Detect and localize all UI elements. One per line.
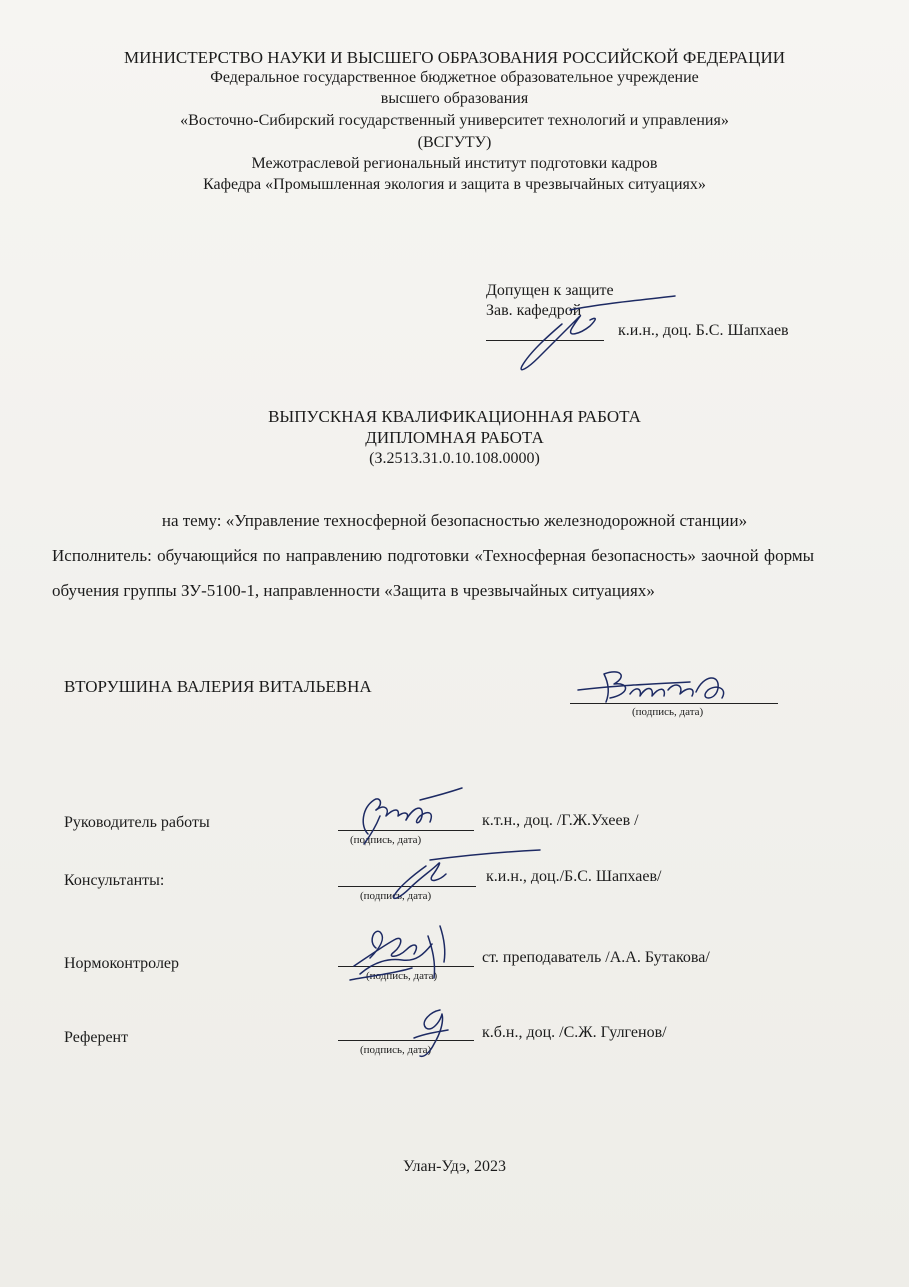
referent-signature	[400, 1000, 470, 1062]
department-name: Кафедра «Промышленная экология и защита в чрезвычайных ситуациях»	[203, 176, 706, 193]
supervisor-signature	[340, 786, 470, 850]
university-name: «Восточно-Сибирский государственный университет технологий и управления»	[180, 112, 729, 129]
normcontroller-signature-caption: (подпись, дата)	[366, 970, 438, 982]
document-code: (З.2513.31.0.10.108.0000)	[369, 450, 540, 467]
title-line-2: ДИПЛОМНАЯ РАБОТА	[365, 428, 544, 447]
consultant-signature	[380, 846, 550, 906]
topic-line: на тему: «Управление техносферной безопасностью железнодорожной станции»	[161, 511, 748, 530]
referent-signature-caption: (подпись, дата)	[360, 1044, 432, 1056]
executor-signature	[570, 664, 770, 714]
ministry-heading: МИНИСТЕРСТВО НАУКИ И ВЫСШЕГО ОБРАЗОВАНИЯ РОССИЙСКОЙ ФЕДЕРАЦИИ	[123, 48, 786, 67]
title-line-1: ВЫПУСКНАЯ КВАЛИФИКАЦИОННАЯ РАБОТА	[268, 407, 641, 426]
education-level: высшего образования	[380, 90, 529, 107]
admitted-label: Допущен к защите	[486, 282, 614, 299]
referent-role: Референт	[64, 1029, 129, 1046]
referent-person: к.б.н., доц. /С.Ж. Гулгенов/	[482, 1024, 667, 1041]
university-abbr: (ВСГУТУ)	[417, 134, 492, 151]
executor-description: Исполнитель: обучающийся по направлению подготовки «Техносферная безопасность» заочной формы обучения группы ЗУ-5100-1, направленности «Защита в чрезвычайных ситуациях»	[52, 546, 814, 600]
executor-signature-caption: (подпись, дата)	[632, 706, 704, 718]
consultant-signature-caption: (подпись, дата)	[360, 890, 432, 902]
institution-type: Федеральное государственное бюджетное образовательное учреждение	[210, 69, 699, 86]
institute-name: Межотраслевой региональный институт подготовки кадров	[251, 155, 658, 172]
normcontroller-person: ст. преподаватель /А.А. Бутакова/	[482, 949, 710, 966]
head-of-department-label: Зав. кафедрой	[486, 302, 582, 319]
consultant-person: к.и.н., доц./Б.С. Шапхаев/	[486, 868, 662, 885]
head-signature	[500, 288, 690, 378]
supervisor-signature-caption: (подпись, дата)	[350, 834, 422, 846]
executor-name: ВТОРУШИНА ВАЛЕРИЯ ВИТАЛЬЕВНА	[64, 677, 372, 696]
head-credentials: к.и.н., доц. Б.С. Шапхаев	[618, 322, 789, 339]
supervisor-role: Руководитель работы	[64, 814, 210, 831]
consultant-role: Консультанты:	[64, 872, 165, 889]
normcontroller-signature	[340, 918, 480, 990]
normcontroller-role: Нормоконтролер	[64, 955, 180, 972]
supervisor-person: к.т.н., доц. /Г.Ж.Ухеев /	[482, 812, 639, 829]
place-year: Улан-Удэ, 2023	[403, 1158, 506, 1175]
